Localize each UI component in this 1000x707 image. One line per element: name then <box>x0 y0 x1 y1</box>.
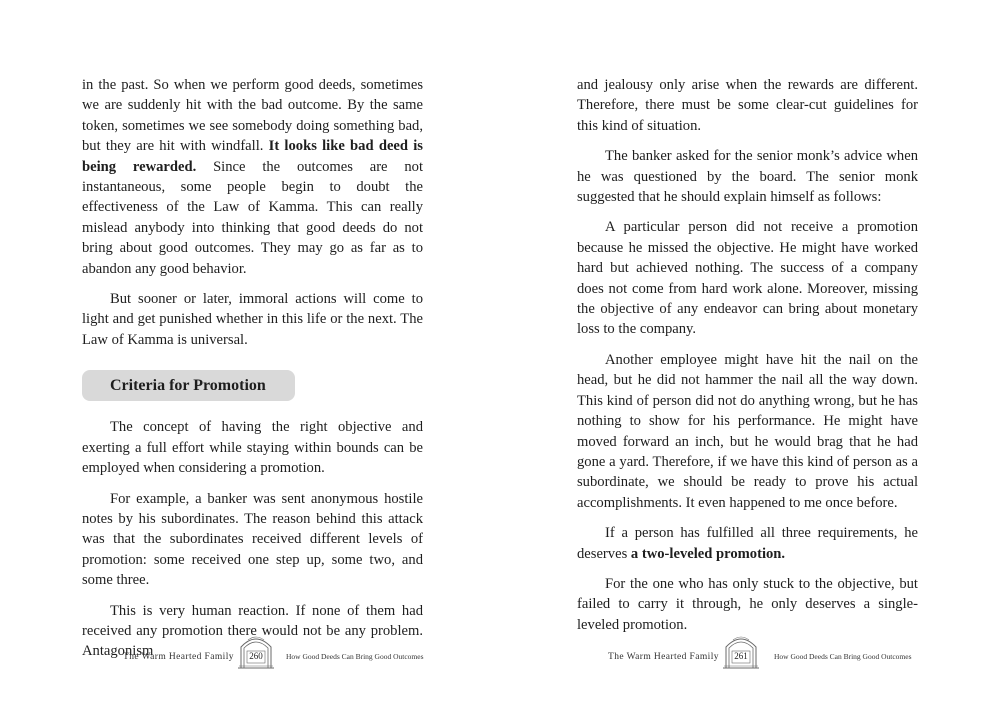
left-paragraph-5: This is very human reaction. If none of them had received any promotion there would not be any problem. Antagonism <box>82 602 423 660</box>
left-paragraph-4: For example, a banker was sent anonymous hostile notes by his subordinates. The reason behind this attack was that the subordinates received different levels of promotion: some received one step up, some two, and some three. <box>82 490 423 589</box>
right-paragraph-1: and jealousy only arise when the rewards are different. Therefore, there must be some clear-cut guidelines for this kind of situation. <box>577 77 918 134</box>
left-paragraph-1-text-b: Since the outcomes are not instantaneous, some people begin to doubt the effectiveness of the Law of Kamma. This can really mislead anybody into thinking that good deeds do not bring about good outcomes. They may go as far as to abandon any good behavior. <box>82 158 423 277</box>
left-paragraph-1-bold: It looks like bad deed is being rewarded. <box>82 138 423 175</box>
left-paragraph-1 <box>82 75 423 279</box>
left-paragraph-3: The concept of having the right objective and exerting a full effort while staying within bounds can be employed when considering a promotion. <box>82 419 423 477</box>
right-footer <box>500 633 1000 671</box>
right-paragraph-5-text: If a person has fulfilled all three requirements, he deserves <box>577 525 918 562</box>
section-heading <box>82 370 295 401</box>
right-paragraph-5-bold: a two-leveled promotion. <box>630 545 786 562</box>
left-page-body <box>82 75 423 672</box>
right-paragraph-4: Another employee might have hit the nail on the head, but he did not hammer the nail all the way down. This kind of person did not do anything wrong, but he has nothing to show for his performance. He might have moved forward an inch, but he would brag that he had gone a yard. Therefore, if we have this kind of person as a subordinate, we should be ready to prove his actual accomplishments. It even happened to me once before. <box>577 351 918 511</box>
right-paragraph-5 <box>577 523 918 564</box>
right-paragraph-3: A particular person did not receive a promotion because he missed the objective. He might have worked hard but achieved nothing. The success of a company does not come from hard work alone. Moreover, missing the objective of any endeavor can bring about monetary loss to the company. <box>577 219 918 338</box>
left-footer-book-title: The Warm Hearted Family <box>123 652 234 662</box>
left-footer-chapter-title: How Good Deeds Can Bring Good Outcomes <box>286 652 424 661</box>
section-heading-text: Criteria for Promotion <box>110 376 266 394</box>
right-footer-book-title: The Warm Hearted Family <box>608 652 719 662</box>
left-paragraph-2: But sooner or later, immoral actions will come to light and get punished whether in this life or the next. The Law of Kamma is universal. <box>82 291 423 348</box>
right-page <box>500 0 1000 707</box>
right-paragraph-2: The banker asked for the senior monk’s advice when he was questioned by the board. The senior monk suggested that he should explain himself as follows: <box>577 148 918 206</box>
left-footer <box>0 633 500 671</box>
right-page-body <box>577 75 918 645</box>
right-footer-chapter-title: How Good Deeds Can Bring Good Outcomes <box>774 652 912 661</box>
left-page-number: 260 <box>249 651 263 661</box>
left-paragraph-1-text-a: in the past. So when we perform good deeds, sometimes we are suddenly hit with the bad outcome. By the same token, sometimes we see somebody doing something bad, but they are hit with windfall. <box>82 77 423 155</box>
right-paragraph-6: For the one who has only stuck to the objective, but failed to carry it through, he only deserves a single-leveled promotion. <box>577 575 918 633</box>
right-page-number: 261 <box>734 651 748 661</box>
